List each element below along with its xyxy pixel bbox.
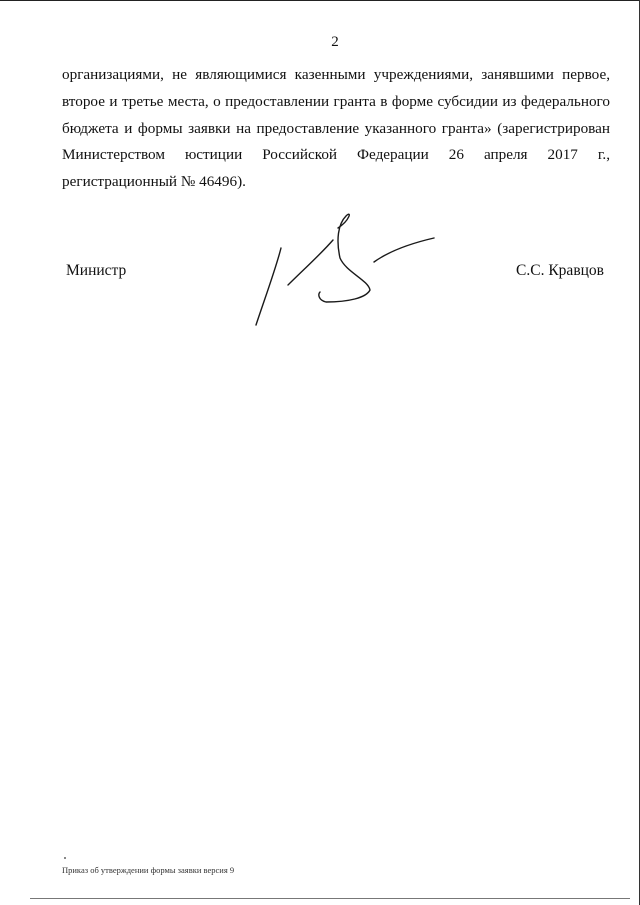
scan-dot	[64, 857, 66, 859]
footer-note: Приказ об утверждении формы заявки версия 9	[62, 865, 235, 875]
page-number: 2	[331, 34, 339, 50]
page-border-top	[0, 0, 640, 1]
signatory-role: Министр	[66, 262, 127, 279]
body-line: организациями, не являющимися казенными учреждениями, занявшими первое,	[62, 66, 610, 83]
body-line: бюджета и формы заявки на предоставление указанного гранта» (зарегистрирован	[62, 119, 610, 137]
page-border-bottom	[30, 898, 630, 899]
body-line: Министерством юстиции Российской Федерации 26 апреля 2017 г.,	[62, 146, 610, 164]
body-line: второе и третье места, о предоставлении гранта в форме субсидии из федерального	[62, 92, 610, 110]
body-paragraph	[62, 62, 610, 196]
signatory-name: С.С. Кравцов	[516, 262, 604, 279]
handwritten-signature	[248, 210, 438, 330]
body-line: регистрационный № 46496).	[62, 173, 246, 191]
